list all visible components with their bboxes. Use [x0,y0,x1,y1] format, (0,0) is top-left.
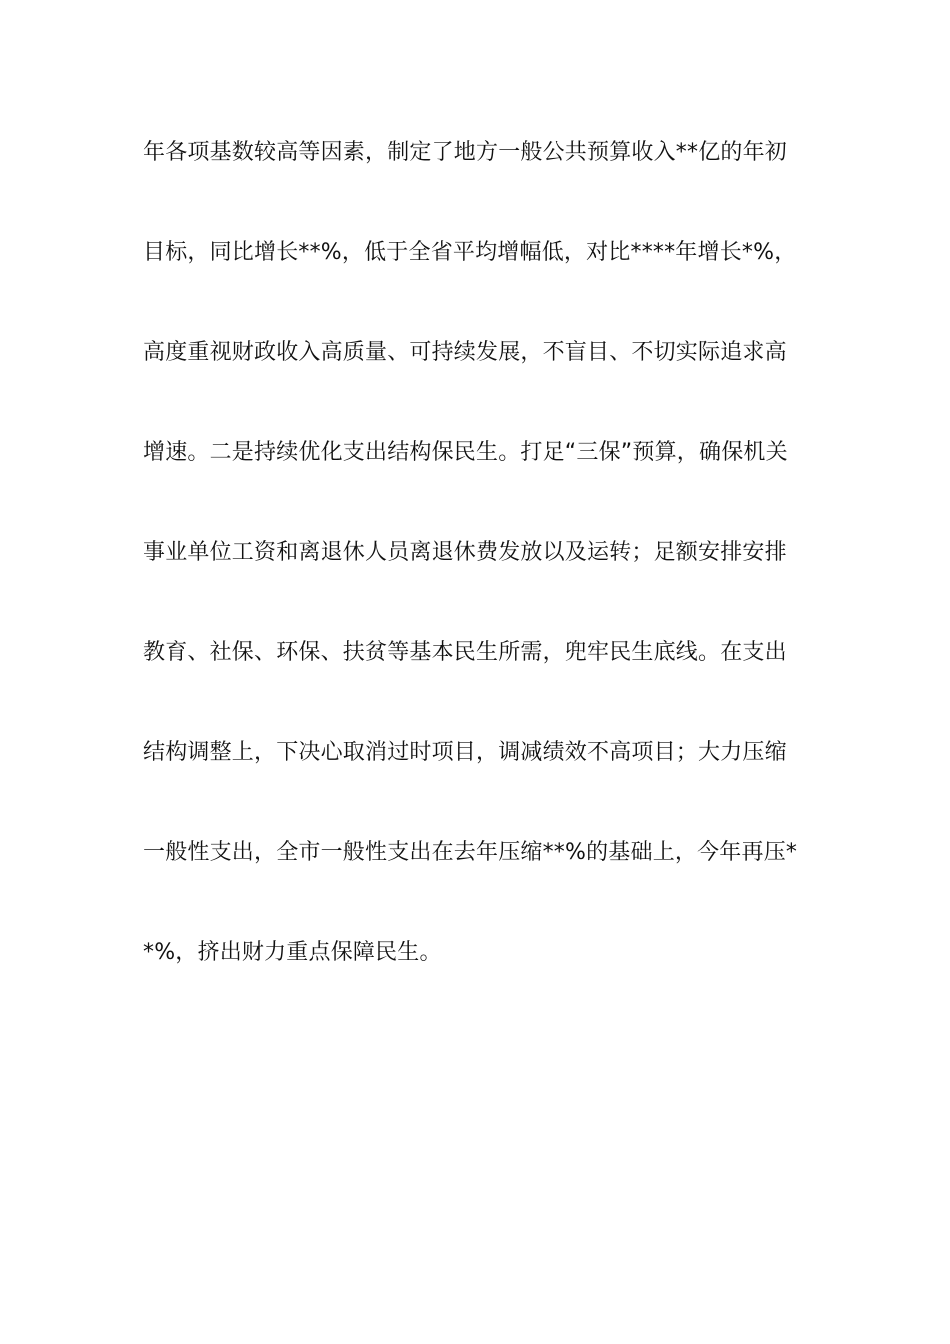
paragraph-line-9: *%，挤出财力重点保障民生。 [143,940,442,965]
paragraph-line-2: 目标，同比增长**%，低于全省平均增幅低，对比****年增长*%， [143,240,797,265]
paragraph-line-5: 事业单位工资和离退休人员离退休费发放以及运转；足额安排安排 [143,540,787,565]
paragraph-line-6: 教育、社保、环保、扶贫等基本民生所需，兜牢民生底线。在支出 [143,640,787,665]
paragraph-line-1: 年各项基数较高等因素，制定了地方一般公共预算收入**亿的年初 [143,140,788,165]
paragraph-line-4: 增速。二是持续优化支出结构保民生。打足“三保”预算，确保机关 [143,440,788,465]
paragraph-line-8: 一般性支出，全市一般性支出在去年压缩**%的基础上，今年再压* [143,840,798,865]
body-paragraph [143,128,813,1028]
paragraph-line-7: 结构调整上，下决心取消过时项目，调减绩效不高项目；大力压缩 [143,740,787,765]
paragraph-line-3: 高度重视财政收入高质量、可持续发展，不盲目、不切实际追求高 [143,340,787,365]
